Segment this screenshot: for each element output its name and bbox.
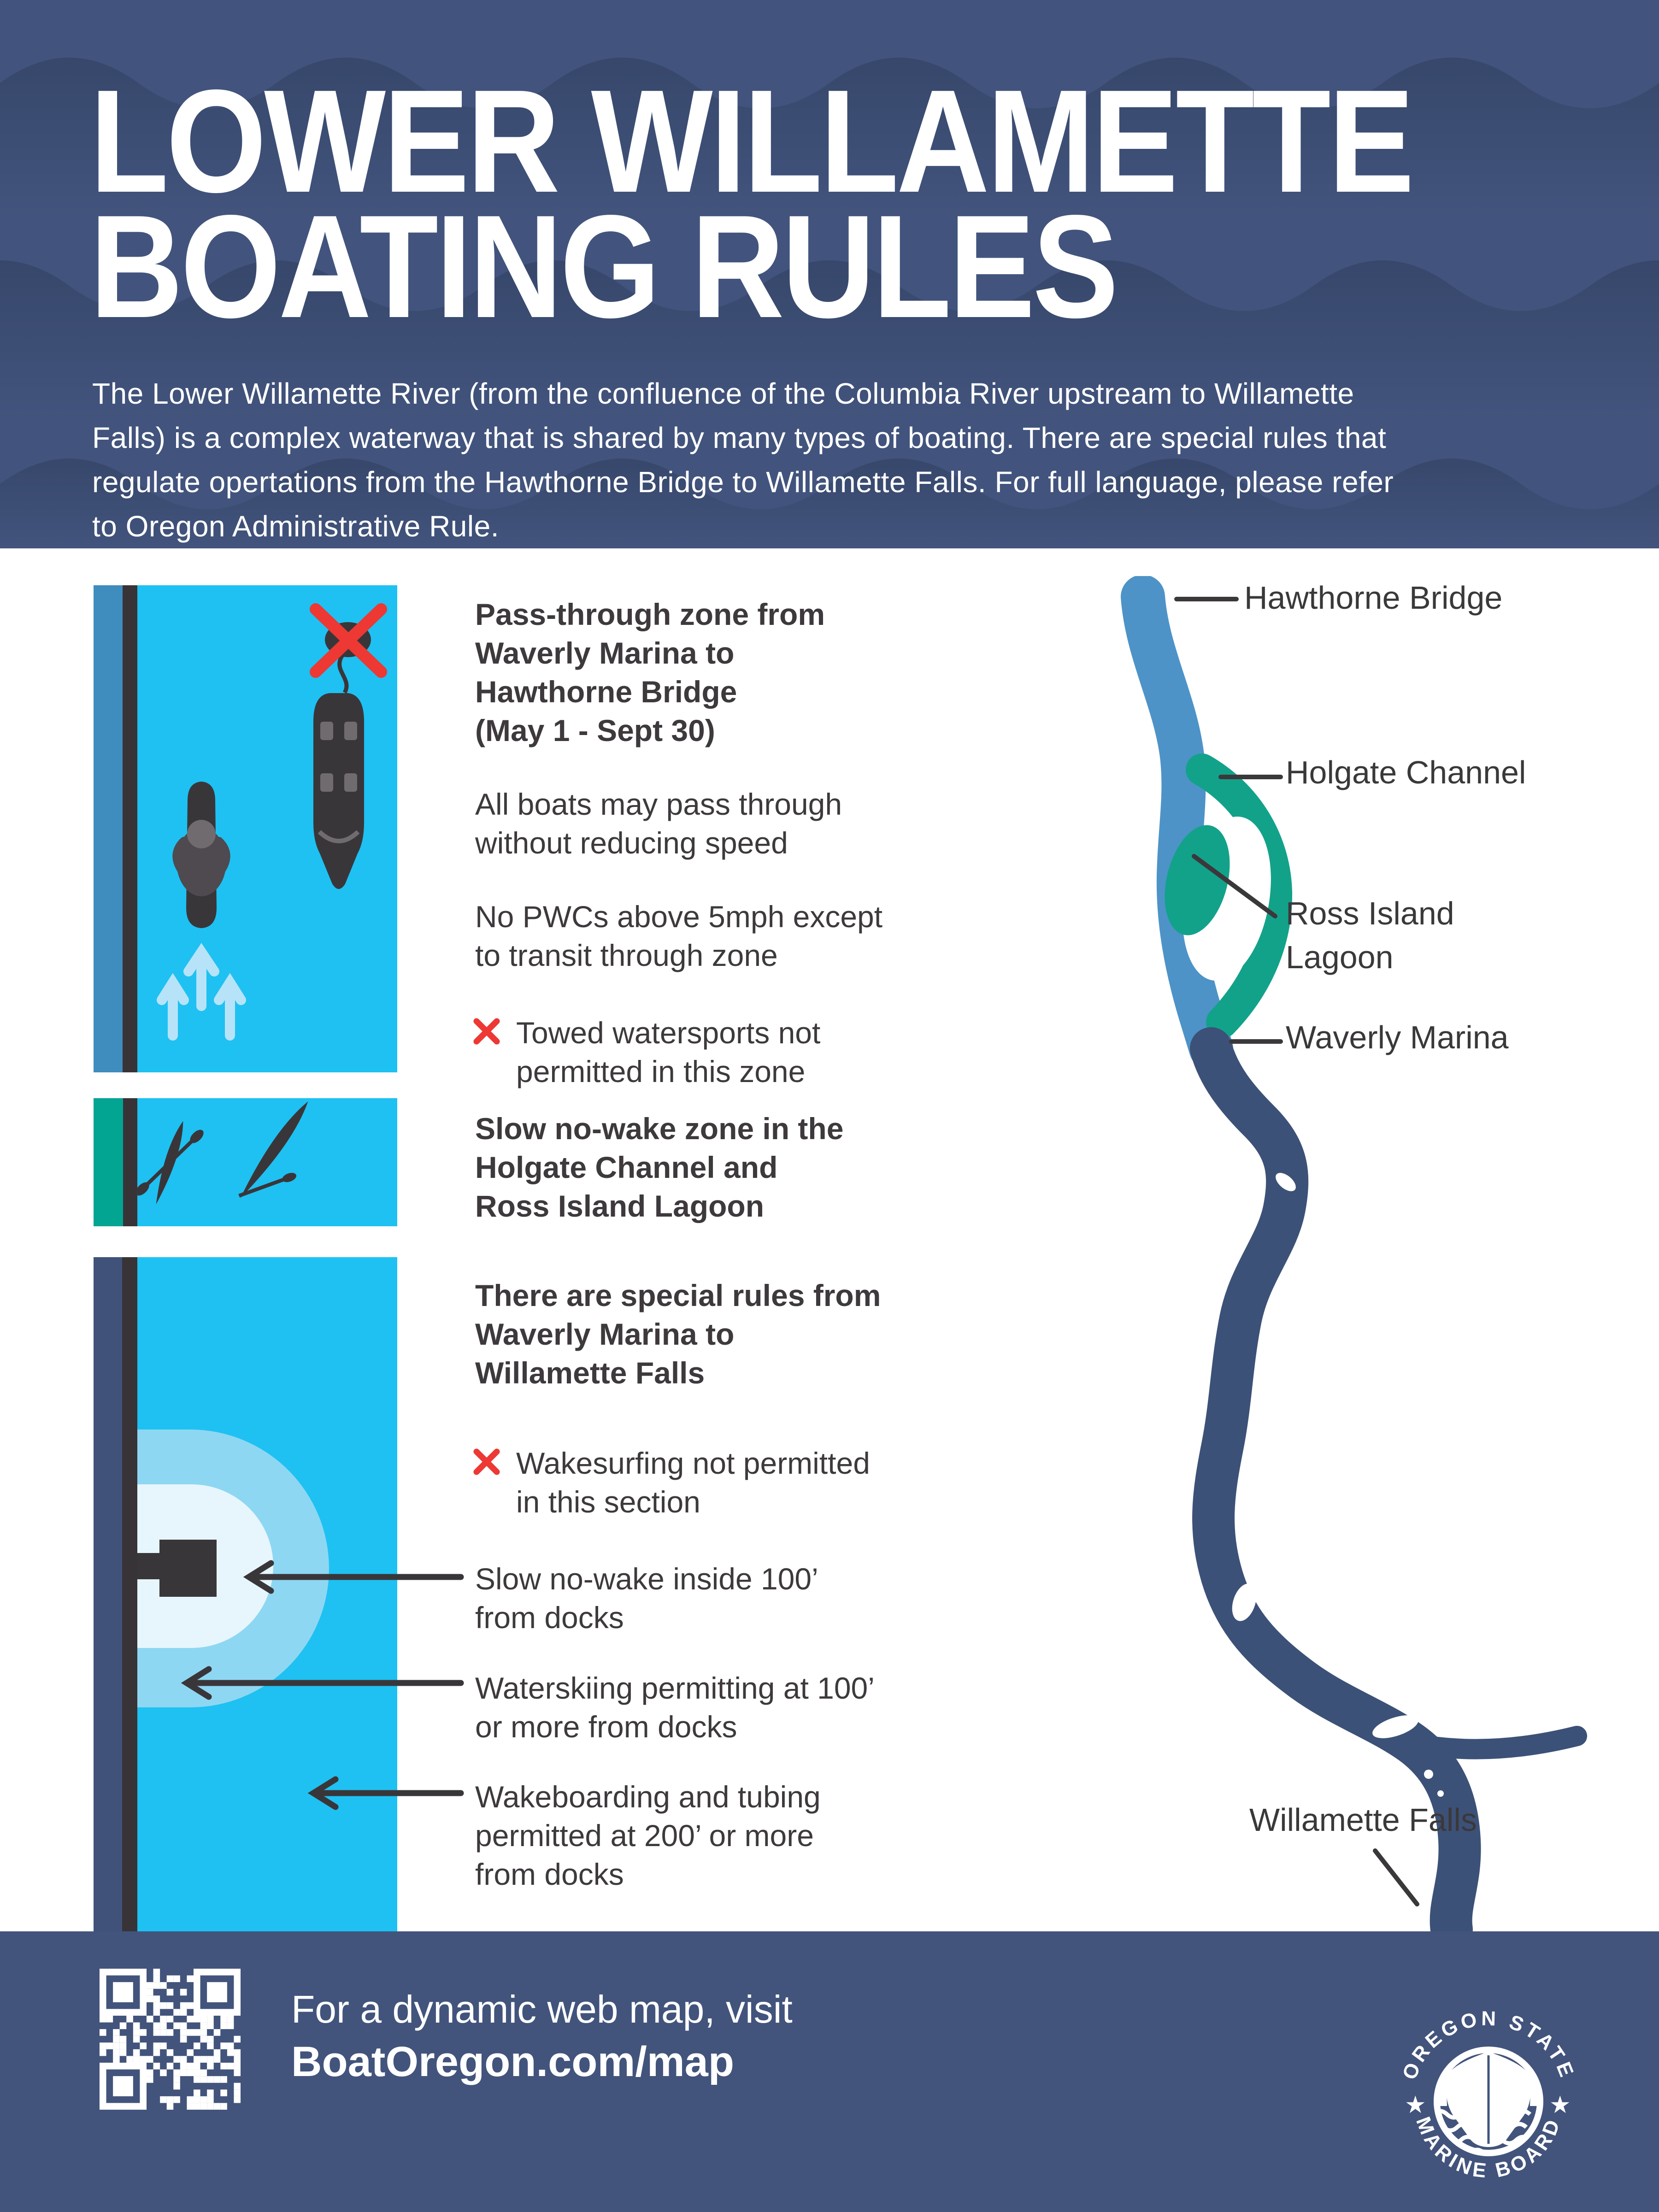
section3-heading-line: Willamette Falls <box>475 1356 705 1390</box>
small-island <box>1424 1770 1433 1779</box>
section1-rule-line: All boats may pass through <box>475 787 842 821</box>
section3-prohibited-line: Wakesurfing not permitted <box>516 1446 870 1480</box>
canoe-icon <box>235 1098 337 1220</box>
arrow-wakeboard <box>313 1779 397 1807</box>
pass-through-zone-illustration <box>94 585 397 1072</box>
section2-heading-line: Ross Island Lagoon <box>475 1189 765 1223</box>
section1-heading-line: Hawthorne Bridge <box>475 675 737 709</box>
red-x-icon <box>472 1447 501 1477</box>
footer-url-text: BoatOregon.com/map <box>291 2038 735 2085</box>
map-label-ross-island: Lagoon <box>1286 939 1394 975</box>
river-segment-upper <box>1143 597 1211 1048</box>
map-label-willamette-falls: Willamette Falls <box>1249 1802 1477 1838</box>
section2-heading-line: Slow no-wake zone in the <box>475 1112 844 1146</box>
paddlers-scene <box>94 1098 397 1226</box>
map-label-waverly-marina: Waverly Marina <box>1286 1019 1509 1055</box>
intro-text-line: regulate opertations from the Hawthorne Bridge to Willamette Falls. For full language, please refer <box>92 465 1394 499</box>
section1-heading-line: (May 1 - Sept 30) <box>475 713 715 747</box>
section3-prohibited-line: in this section <box>516 1485 700 1519</box>
red-x-icon <box>472 1017 501 1046</box>
logo-star-left: ★ <box>1405 2092 1426 2118</box>
callout-arrows <box>94 1257 397 1931</box>
tow-boat-icon <box>313 655 364 889</box>
section3-heading-line: Waverly Marina to <box>475 1317 735 1351</box>
river-tributary <box>1411 1736 1577 1749</box>
marine-board-logo <box>1396 2009 1581 2194</box>
no-wake-zone-illustration <box>94 1098 397 1226</box>
section3-heading-line: There are special rules from <box>475 1278 881 1312</box>
section1-prohibited-line: Towed watersports not <box>516 1016 821 1050</box>
logo-text-top: OREGON STATE <box>1398 2009 1579 2083</box>
pass-through-scene <box>94 585 397 1072</box>
kayak-icon <box>132 1113 208 1212</box>
footer-cta-text: For a dynamic web map, visit <box>291 1988 793 2031</box>
section3-callout2-line: Waterskiing permitting at 100’ <box>475 1671 875 1705</box>
section1-heading-line: Waverly Marina to <box>475 636 735 670</box>
section3-callout1-line: from docks <box>475 1600 624 1635</box>
section1-rule-line: without reducing speed <box>475 826 788 860</box>
arrow-waterski <box>187 1669 397 1697</box>
section1-heading-line: Pass-through zone from <box>475 597 825 631</box>
qr-code <box>100 1969 241 2110</box>
map-label-hawthorne-bridge: Hawthorne Bridge <box>1244 580 1503 616</box>
section1-prohibited-line: permitted in this zone <box>516 1054 806 1088</box>
section1-rule-line: No PWCs above 5mph except <box>475 900 883 934</box>
section3-callout2-line: or more from docks <box>475 1710 737 1744</box>
logo-text-bottom: MARINE BOARD <box>1412 2113 1565 2183</box>
section3-callout1-line: Slow no-wake inside 100’ <box>475 1562 818 1596</box>
map-label-holgate-channel: Holgate Channel <box>1286 754 1526 790</box>
section3-callout3-line: Wakeboarding and tubing <box>475 1780 821 1814</box>
section3-callout3-line: from docks <box>475 1857 624 1891</box>
jet-ski-icon <box>176 782 226 928</box>
poster-title-line2: BOATING RULES <box>90 185 1117 348</box>
small-island <box>1437 1790 1444 1797</box>
poster-title-line1: LOWER WILLAMETTE <box>90 59 1412 223</box>
section2-heading-line: Holgate Channel and <box>475 1150 778 1184</box>
logo-star-right: ★ <box>1549 2092 1571 2118</box>
section3-callout3-line: permitted at 200’ or more <box>475 1818 814 1853</box>
map-label-ross-island: Ross Island <box>1286 895 1454 931</box>
intro-text-line: to Oregon Administrative Rule. <box>92 510 499 543</box>
dock-distance-illustration <box>94 1257 397 1931</box>
callout-arrow-extensions <box>397 1257 471 1931</box>
intro-text-line: The Lower Willamette River (from the confluence of the Columbia River upstream to Willamette <box>92 377 1354 410</box>
section1-rule-line: to transit through zone <box>475 938 778 972</box>
header-banner <box>0 0 1659 548</box>
intro-text-line: Falls) is a complex waterway that is shared by many types of boating. There are special rules that <box>92 421 1387 454</box>
river-segment-lower <box>1211 1048 1460 1930</box>
flow-arrows-icon <box>162 952 241 1035</box>
arrow-no-wake <box>249 1563 397 1591</box>
